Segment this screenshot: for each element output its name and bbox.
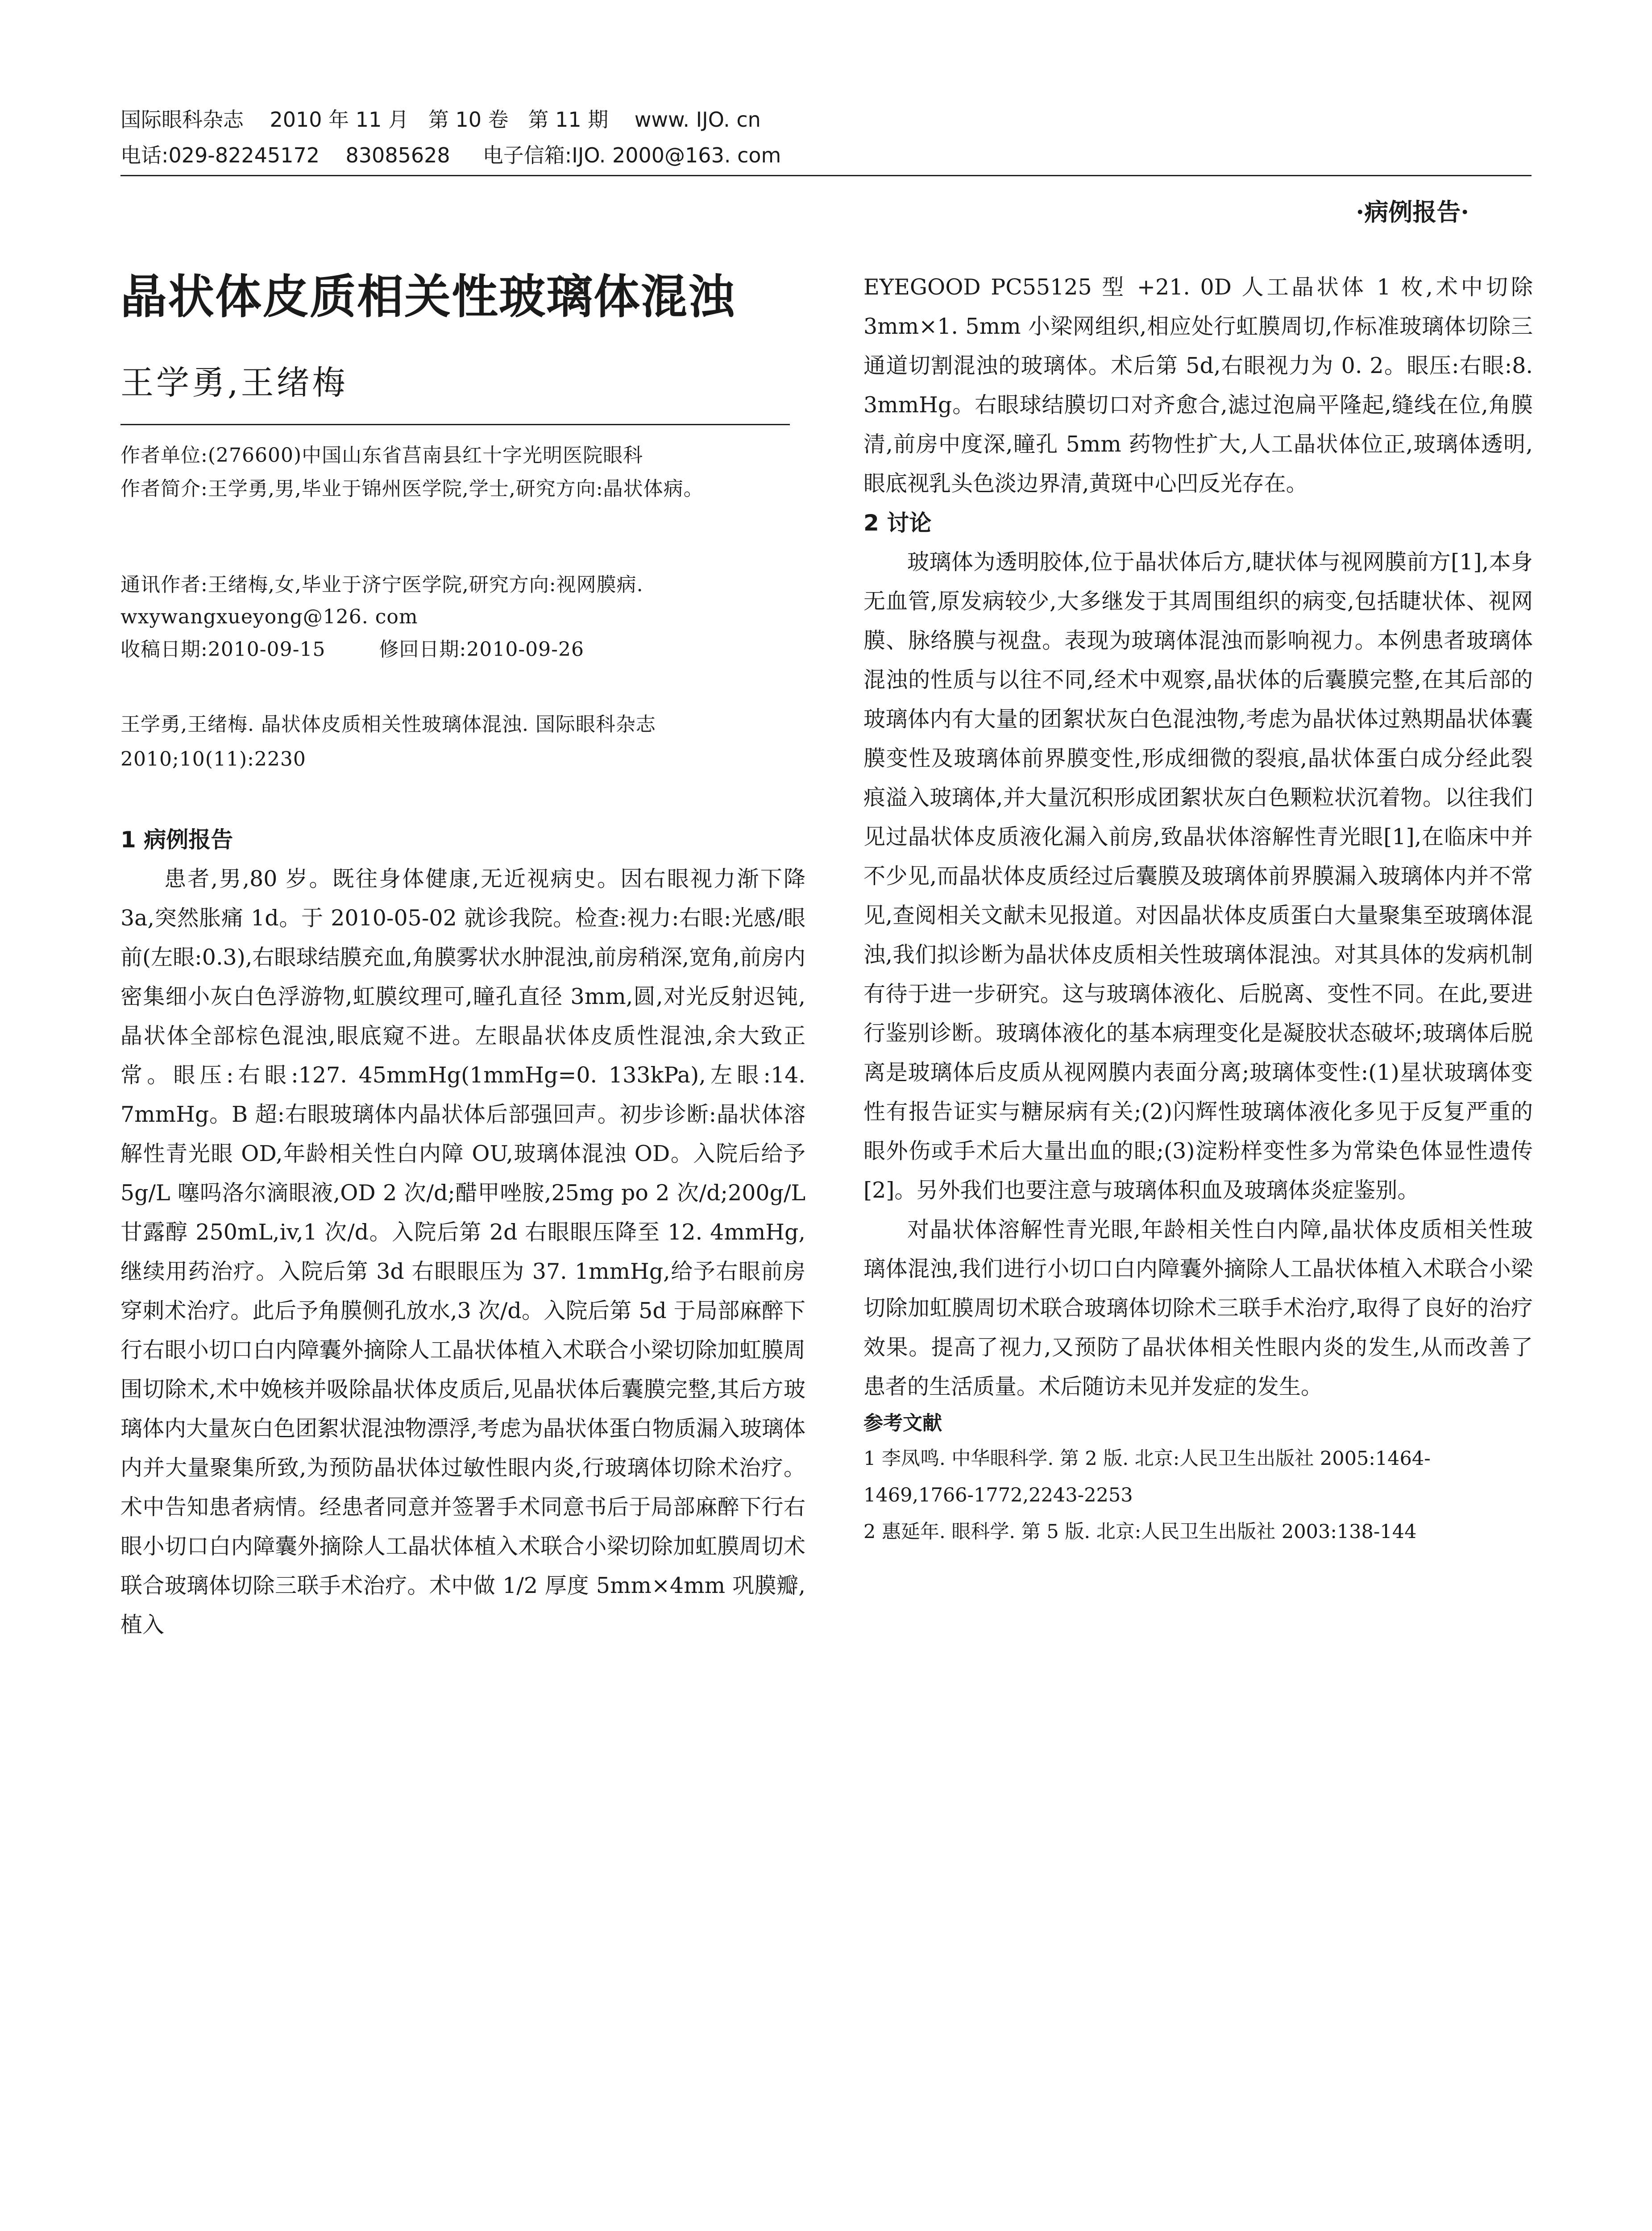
article-authors: 王学勇,王绪梅 [120, 364, 348, 402]
right-column [863, 268, 1533, 1550]
discussion-paragraph: 玻璃体为透明胶体,位于晶状体后方,睫状体与视网膜前方[1],本身无血管,原发病较少,大多继发于其周围组织的病变,包括睫状体、视网膜、脉络膜与视盘。表现为玻璃体混浊而影响视力。本例患者玻璃体混浊的性质与以往不同,经术中观察,晶状体的后囊膜完整,在其后部的玻璃体内有大量的团絮状灰白色混浊物,考虑为晶状体过熟期晶状体囊膜变性及玻璃体前界膜变性,形成细微的裂痕,晶状体蛋白成分经此裂痕溢入玻璃体,并大量沉积形成团絮状灰白色颗粒状沉着物。以往我们见过晶状体皮质液化漏入前房,致晶状体溶解性青光眼[1],在临床中并不少见,而晶状体皮质经过后囊膜及玻璃体前界膜漏入玻璃体内并不常见,查阅相关文献未见报道。对因晶状体皮质蛋白大量聚集至玻璃体混浊,我们拟诊断为晶状体皮质相关性玻璃体混浊。对其具体的发病机制有待于进一步研究。这与玻璃体液化、后脱离、变性不同。在此,要进行鉴别诊断。玻璃体液化的基本病理变化是凝胶状态破坏;玻璃体后脱离是玻璃体后皮质从视网膜内表面分离;玻璃体变性:(1)星状玻璃体变性有报告证实与糖尿病有关;(2)闪辉性玻璃体液化多见于反复严重的眼外伤或手术后大量出血的眼;(3)淀粉样变性多为常染色体显性遗传[2]。另外我们也要注意与玻璃体积血及玻璃体炎症鉴别。 [863, 549, 1533, 1203]
metadata-divider [120, 424, 790, 425]
section-heading-discussion: 2 讨论 [863, 510, 932, 536]
left-column [120, 820, 805, 1645]
corresponding-author [120, 569, 805, 633]
journal-header-line: 国际眼科杂志 2010 年 11 月 第 10 卷 第 11 期 www. IJO. cn [120, 108, 761, 132]
author-affiliation: 作者单位:(276600)中国山东省莒南县红十字光明医院眼科 [120, 444, 643, 467]
section-label: ·病例报告· [1356, 198, 1469, 226]
corresponding-email: wxywangxueyong@126. com [120, 605, 418, 628]
author-introduction: 作者简介:王学勇,男,毕业于锦州医学院,学士,研究方向:晶状体病。 [120, 477, 704, 500]
journal-contact-line: 电话:029-82245172 83085628 电子信箱:IJO. 2000@163. com [120, 143, 781, 167]
case-report-paragraph: 患者,男,80 岁。既往身体健康,无近视病史。因右眼视力渐下降 3a,突然胀痛 1d。于 2010-05-02 就诊我院。检查:视力:右眼:光感/眼前(左眼:0.3),右眼球结膜充血,角膜雾状水肿混浊,前房稍深,宽角,前房内密集细小灰白色浮游物,虹膜纹理可,瞳孔直径 3mm,圆,对光反射迟钝,晶状体全部棕色混浊,眼底窥不进。左眼晶状体皮质性混浊,余大致正常。眼压:右眼:127. 45mmHg(1mmHg=0. 133kPa),左眼:14. 7mmHg。B 超:右眼玻璃体内晶状体后部强回声。初步诊断:晶状体溶解性青光眼 OD,年龄相关性白内障 OU,玻璃体混浊 OD。入院后给予 5g/L 噻吗洛尔滴眼液,OD 2 次/d;醋甲唑胺,25mg po 2 次/d;200g/L 甘露醇 250mL,iv,1 次/d。入院后第 2d 右眼眼压降至 12. 4mmHg,继续用药治疗。入院后第 3d 右眼眼压为 37. 1mmHg,给予右眼前房穿刺术治疗。此后予角膜侧孔放水,3 次/d。入院后第 5d 于局部麻醉下行右眼小切口白内障囊外摘除人工晶状体植入术联合小梁切除加虹膜周围切除术,术中娩核并吸除晶状体皮质后,见晶状体后囊膜完整,其后方玻璃体内大量灰白色团絮状混浊物漂浮,考虑为晶状体蛋白物质漏入玻璃体内并大量聚集所致,为预防晶状体过敏性眼内炎,行玻璃体切除术治疗。术中告知患者病情。经患者同意并签署手术同意书后于局部麻醉下行右眼小切口白内障囊外摘除人工晶状体植入术联合小梁切除加虹膜周切术联合玻璃体切除三联手术治疗。术中做 1/2 厚度 5mm×4mm 巩膜瓣,植入 [120, 866, 805, 1638]
article-dates [120, 634, 805, 666]
reference-item: 2 惠延年. 眼科学. 第 5 版. 北京:人民卫生出版社 2003:138-144 [863, 1521, 1417, 1543]
section-heading-case-report: 1 病例报告 [120, 827, 233, 853]
discussion-paragraph: 对晶状体溶解性青光眼,年龄相关性白内障,晶状体皮质相关性玻璃体混浊,我们进行小切口白内障囊外摘除人工晶状体植入术联合小梁切除加虹膜周切术联合玻璃体切除术三联手术治疗,取得了良好的治疗效果。提高了视力,又预防了晶状体相关性眼内炎的发生,从而改善了患者的生活质量。术后随访未见并发症的发生。 [863, 1217, 1533, 1399]
references-heading: 参考文献 [863, 1412, 942, 1435]
article-title: 晶状体皮质相关性玻璃体混浊 [120, 269, 736, 324]
case-report-continued: EYEGOOD PC55125 型 +21. 0D 人工晶状体 1 枚,术中切除 3mm×1. 5mm 小梁网组织,相应处行虹膜周切,作标准玻璃体切除三通道切割混浊的玻璃体。术后第 5d,右眼视力为 0. 2。眼压:右眼:8. 3mmHg。右眼球结膜切口对齐愈合,滤过泡扁平隆起,缝线在位,角膜清,前房中度深,瞳孔 5mm 药物性扩大,人工晶状体位正,玻璃体透明,眼底视乳头色淡边界清,黄斑中心凹反光存在。 [863, 274, 1533, 496]
header-divider [120, 175, 1532, 176]
corresponding-author-info: 通讯作者:王绪梅,女,毕业于济宁医学院,研究方向:视网膜病. [120, 573, 643, 596]
revised-date: 修回日期:2010-09-26 [379, 638, 585, 661]
citation-line: 王学勇,王绪梅. 晶状体皮质相关性玻璃体混浊. 国际眼科杂志 2010;10(11):2230 [120, 713, 656, 771]
reference-item: 1 李凤鸣. 中华眼科学. 第 2 版. 北京:人民卫生出版社 2005:1464-1469,1766-1772,2243-2253 [863, 1447, 1431, 1506]
received-date: 收稿日期:2010-09-15 [120, 638, 326, 661]
